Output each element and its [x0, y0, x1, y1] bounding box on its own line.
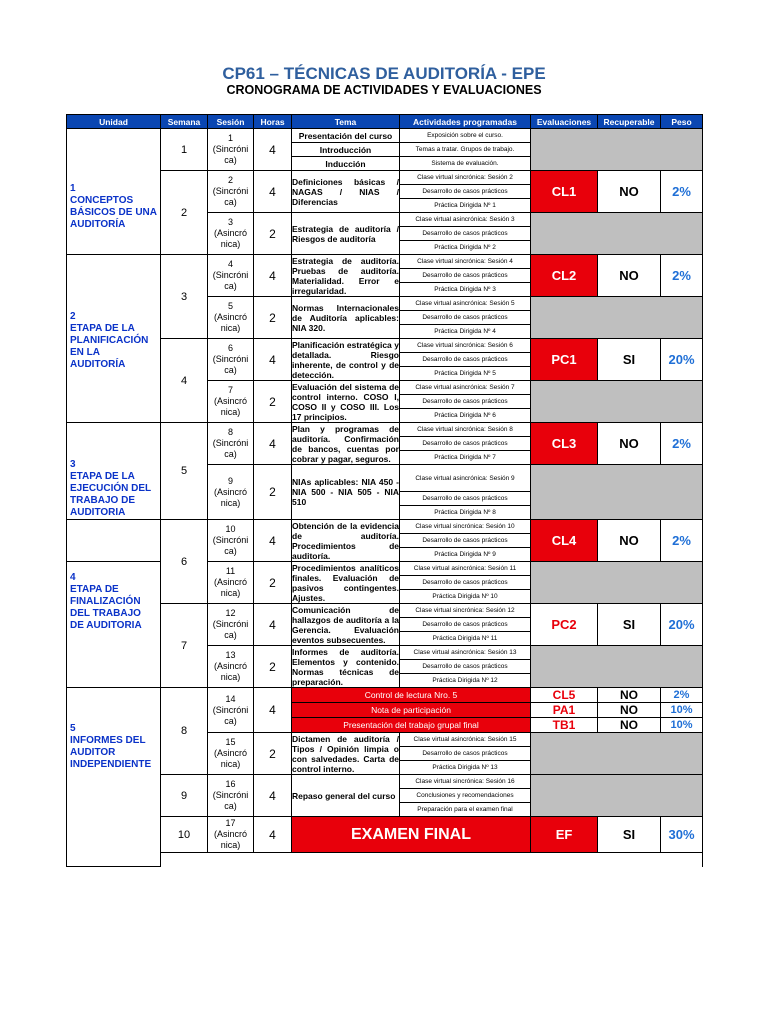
unit-label: 5 INFORMES DEL AUDITOR INDEPENDIENTE — [70, 723, 152, 770]
activity-cell: Práctica Dirigida Nº 3 — [400, 283, 531, 297]
hours-cell: 2 — [254, 465, 292, 520]
header-evaluaciones: Evaluaciones — [531, 115, 598, 129]
evaluation-activity: Nota de participación — [292, 703, 531, 718]
session-cell: 4 (Sincróni ca) — [208, 255, 254, 297]
header-peso: Peso — [661, 115, 703, 129]
activity-cell: Desarrollo de casos prácticos — [400, 353, 531, 367]
unit-label: 1 CONCEPTOS BÁSICOS DE UNA AUDITORÍA — [70, 183, 157, 230]
activity-cell: Desarrollo de casos prácticos — [400, 660, 531, 674]
activity-cell: Práctica Dirigida Nº 6 — [400, 409, 531, 423]
unit-cell — [67, 129, 161, 255]
unit-label: 2 ETAPA DE LA PLANIFICACIÓN EN LA AUDITORÍA — [70, 311, 149, 370]
hours-cell: 4 — [254, 171, 292, 213]
week-cell: 10 — [161, 817, 208, 853]
week-cell: 7 — [161, 604, 208, 688]
evaluation-activity: Presentación del trabajo grupal final — [292, 718, 531, 733]
evaluation-code: TB1 — [531, 718, 598, 733]
hours-cell: 2 — [254, 213, 292, 255]
evaluation-code: CL1 — [531, 171, 598, 213]
empty-eval-cell — [531, 381, 703, 423]
activity-cell: Práctica Dirigida Nº 2 — [400, 241, 531, 255]
hours-cell: 4 — [254, 604, 292, 646]
topic-cell: Evaluación del sistema de control interno. COSO I, COSO II y COSO III. Los 17 principios. — [292, 381, 399, 422]
hours-cell: 2 — [254, 381, 292, 423]
activity-cell: Desarrollo de casos prácticos — [400, 311, 531, 325]
activity-cell: Clase virtual sincrónica: Sesión 10 — [400, 520, 531, 534]
hours-cell: 4 — [254, 339, 292, 381]
hours-cell: 2 — [254, 297, 292, 339]
topic-cell: Informes de auditoría. Elementos y contenido. Normas técnicas de preparación. — [292, 646, 399, 687]
recuperable-value: NO — [598, 703, 661, 718]
activity-cell: Práctica Dirigida Nº 8 — [400, 506, 531, 520]
session-cell: 1 (Sincróni ca) — [208, 129, 254, 171]
topic-cell: NIAs aplicables: NIA 450 - NIA 500 - NIA 505 - NIA 510 — [292, 465, 400, 520]
empty-eval-cell — [531, 297, 703, 339]
session-cell: 11 (Asincró nica) — [208, 562, 254, 604]
empty-eval-cell — [531, 213, 703, 255]
hours-cell: 4 — [254, 520, 292, 562]
evaluation-activity: Control de lectura Nro. 5 — [292, 688, 531, 703]
evaluation-code: PC1 — [531, 339, 598, 381]
unit-cell — [67, 255, 161, 423]
session-cell: 12 (Sincróni ca) — [208, 604, 254, 646]
activity-cell: Conclusiones y recomendaciones — [400, 789, 531, 803]
week-cell: 9 — [161, 775, 208, 817]
hours-cell: 2 — [254, 562, 292, 604]
activity-cell: Desarrollo de casos prácticos — [400, 437, 531, 451]
activity-cell: Clase virtual asincrónica: Sesión 13 — [400, 646, 531, 660]
total-spacer — [161, 853, 703, 867]
activity-cell: Práctica Dirigida Nº 12 — [400, 674, 531, 688]
activity-cell: Desarrollo de casos prácticos — [400, 492, 531, 506]
activity-cell: Desarrollo de casos prácticos — [400, 185, 531, 199]
activity-cell: Práctica Dirigida Nº 5 — [400, 367, 531, 381]
activity-cell: Desarrollo de casos prácticos — [400, 747, 531, 761]
empty-eval-cell — [531, 646, 703, 688]
header-unidad: Unidad — [67, 115, 161, 129]
topic-cell: Comunicación de hallazgos de auditoría a la Gerencia. Evaluación eventos subsecuentes. — [292, 604, 399, 645]
activity-cell: Temas a tratar. Grupos de trabajo. — [400, 143, 531, 157]
activity-cell: Clase virtual asincrónica: Sesión 15 — [400, 733, 531, 747]
peso-value: 20% — [661, 604, 703, 646]
activity-cell: Práctica Dirigida Nº 10 — [400, 590, 531, 604]
hours-cell: 2 — [254, 733, 292, 775]
activity-cell: Desarrollo de casos prácticos — [400, 395, 531, 409]
topic-cell: Procedimientos analíticos finales. Evaluación de pasivos contingentes. Ajustes. — [292, 562, 399, 603]
evaluation-code: CL5 — [531, 688, 598, 703]
recuperable-value: SI — [598, 339, 661, 381]
session-cell: 13 (Asincró nica) — [208, 646, 254, 688]
activity-cell: Exposición sobre el curso. — [400, 129, 531, 143]
hours-cell: 4 — [254, 423, 292, 465]
activity-cell: Desarrollo de casos prácticos — [400, 534, 531, 548]
session-cell: 2 (Sincróni ca) — [208, 171, 254, 213]
activity-cell: Desarrollo de casos prácticos — [400, 576, 531, 590]
activity-cell: Desarrollo de casos prácticos — [400, 227, 531, 241]
activity-cell: Clase virtual sincrónica: Sesión 8 — [400, 423, 531, 437]
hours-cell: 4 — [254, 688, 292, 733]
unit-label: 4 ETAPA DE FINALIZACIÓN DEL TRABAJO DE AUDITORIA — [70, 572, 142, 631]
activity-cell: Desarrollo de casos prácticos — [400, 618, 531, 632]
activity-cell: Práctica Dirigida Nº 9 — [400, 548, 531, 562]
peso-value: 2% — [661, 171, 703, 213]
recuperable-value: SI — [598, 604, 661, 646]
week-cell: 8 — [161, 688, 208, 775]
recuperable-value: NO — [598, 171, 661, 213]
final-exam-label: EXAMEN FINAL — [292, 817, 531, 853]
week-cell: 3 — [161, 255, 208, 339]
recuperable-value: NO — [598, 520, 661, 562]
peso-value: 2% — [661, 688, 703, 703]
activity-cell: Clase virtual sincrónica: Sesión 4 — [400, 255, 531, 269]
recuperable-value: NO — [598, 255, 661, 297]
recuperable-value: NO — [598, 688, 661, 703]
session-cell: 10 (Sincróni ca) — [208, 520, 254, 562]
hours-cell: 4 — [254, 129, 292, 171]
session-cell: 6 (Sincróni ca) — [208, 339, 254, 381]
topic-cell: Estrategia de auditoría. Pruebas de auditoría. Materialidad. Error e irregularidad. — [292, 255, 399, 296]
schedule-table — [66, 114, 703, 867]
session-cell: 16 (Sincróni ca) — [208, 775, 254, 817]
evaluation-code: EF — [531, 817, 598, 853]
session-cell: 5 (Asincró nica) — [208, 297, 254, 339]
topic-cell: Definiciones básicas / NAGAS / NIAS / Diferencias — [292, 171, 400, 213]
peso-value: 30% — [661, 817, 703, 853]
unit-cell — [67, 423, 161, 520]
activity-cell: Clase virtual sincrónica: Sesión 12 — [400, 604, 531, 618]
session-cell: 14 (Sincróni ca) — [208, 688, 254, 733]
evaluation-code: PA1 — [531, 703, 598, 718]
empty-eval-cell — [531, 129, 703, 171]
peso-value: 10% — [661, 703, 703, 718]
unit-label: 3 ETAPA DE LA EJECUCIÓN DEL TRABAJO DE AUDITORIA — [70, 459, 151, 518]
empty-eval-cell — [531, 562, 703, 604]
session-cell: 7 (Asincró nica) — [208, 381, 254, 423]
peso-value: 10% — [661, 718, 703, 733]
peso-value: 2% — [661, 423, 703, 465]
hours-cell: 2 — [254, 646, 292, 688]
topic-cell: Obtención de la evidencia de auditoría. Procedimientos de auditoría. — [292, 520, 399, 561]
peso-value: 2% — [661, 520, 703, 562]
unit-cell-spacer — [67, 520, 161, 562]
activity-cell: Clase virtual asincrónica: Sesión 7 — [400, 381, 531, 395]
evaluation-code: CL2 — [531, 255, 598, 297]
peso-value: 2% — [661, 255, 703, 297]
header-tema: Tema — [292, 115, 400, 129]
hours-cell: 4 — [254, 775, 292, 817]
topic-cell: Introducción — [292, 143, 400, 157]
activity-cell: Clase virtual sincrónica: Sesión 16 — [400, 775, 531, 789]
header-recuperable: Recuperable — [598, 115, 661, 129]
recuperable-value: NO — [598, 423, 661, 465]
activity-cell: Clase virtual asincrónica: Sesión 11 — [400, 562, 531, 576]
activity-cell: Práctica Dirigida Nº 1 — [400, 199, 531, 213]
empty-eval-cell — [531, 733, 703, 775]
document-title: CP61 – TÉCNICAS DE AUDITORÍA - EPE — [222, 64, 546, 83]
session-cell: 3 (Asincró nica) — [208, 213, 254, 255]
week-cell: 4 — [161, 339, 208, 423]
evaluation-code: CL4 — [531, 520, 598, 562]
evaluation-code: CL3 — [531, 423, 598, 465]
activity-cell: Clase virtual asincrónica: Sesión 5 — [400, 297, 531, 311]
topic-cell: Normas Internacionales de Auditoría aplicables: NIA 320. — [292, 297, 400, 339]
topic-cell: Dictamen de auditoría / Tipos / Opinión limpia o con salvedades. Carta de control interno. — [292, 733, 399, 774]
unit-cell — [67, 688, 161, 867]
empty-eval-cell — [531, 775, 703, 817]
document-subtitle: CRONOGRAMA DE ACTIVIDADES Y EVALUACIONES — [226, 83, 542, 97]
topic-cell: Repaso general del curso — [292, 775, 400, 817]
activity-cell: Práctica Dirigida Nº 13 — [400, 761, 531, 775]
week-cell: 6 — [161, 520, 208, 604]
activity-cell: Desarrollo de casos prácticos — [400, 269, 531, 283]
activity-cell: Clase virtual asincrónica: Sesión 9 — [400, 465, 531, 492]
week-cell: 1 — [161, 129, 208, 171]
unit-cell — [67, 562, 161, 688]
topic-cell: Planificación estratégica y detallada. Riesgo inherente, de control y de detección. — [292, 339, 399, 380]
hours-cell: 4 — [254, 817, 292, 853]
topic-cell: Plan y programas de auditoría. Confirmación de bancos, cuentas por cobrar y pagar, seguros. — [292, 423, 399, 464]
activity-cell: Práctica Dirigida Nº 7 — [400, 451, 531, 465]
session-cell: 9 (Asincró nica) — [208, 465, 254, 520]
recuperable-value: NO — [598, 718, 661, 733]
week-cell: 5 — [161, 423, 208, 520]
topic-cell: Inducción — [292, 157, 400, 171]
session-cell: 15 (Asincró nica) — [208, 733, 254, 775]
evaluation-code: PC2 — [531, 604, 598, 646]
header-actividades: Actividades programadas — [400, 115, 531, 129]
week-cell: 2 — [161, 171, 208, 255]
header-semana: Semana — [161, 115, 208, 129]
session-cell: 17 (Asincró nica) — [208, 817, 254, 853]
recuperable-value: SI — [598, 817, 661, 853]
activity-cell: Práctica Dirigida Nº 11 — [400, 632, 531, 646]
activity-cell: Clase virtual sincrónica: Sesión 2 — [400, 171, 531, 185]
header-sesion: Sesión — [208, 115, 254, 129]
header-horas: Horas — [254, 115, 292, 129]
session-cell: 8 (Sincróni ca) — [208, 423, 254, 465]
topic-cell: Estrategia de auditoría / Riesgos de auditoría — [292, 213, 400, 255]
empty-eval-cell — [531, 465, 703, 520]
activity-cell: Práctica Dirigida Nº 4 — [400, 325, 531, 339]
activity-cell: Clase virtual sincrónica: Sesión 6 — [400, 339, 531, 353]
activity-cell: Clase virtual asincrónica: Sesión 3 — [400, 213, 531, 227]
activity-cell: Preparación para el examen final — [400, 803, 531, 817]
peso-value: 20% — [661, 339, 703, 381]
topic-cell: Presentación del curso — [292, 129, 400, 143]
hours-cell: 4 — [254, 255, 292, 297]
activity-cell: Sistema de evaluación. — [400, 157, 531, 171]
header-row — [67, 115, 703, 129]
